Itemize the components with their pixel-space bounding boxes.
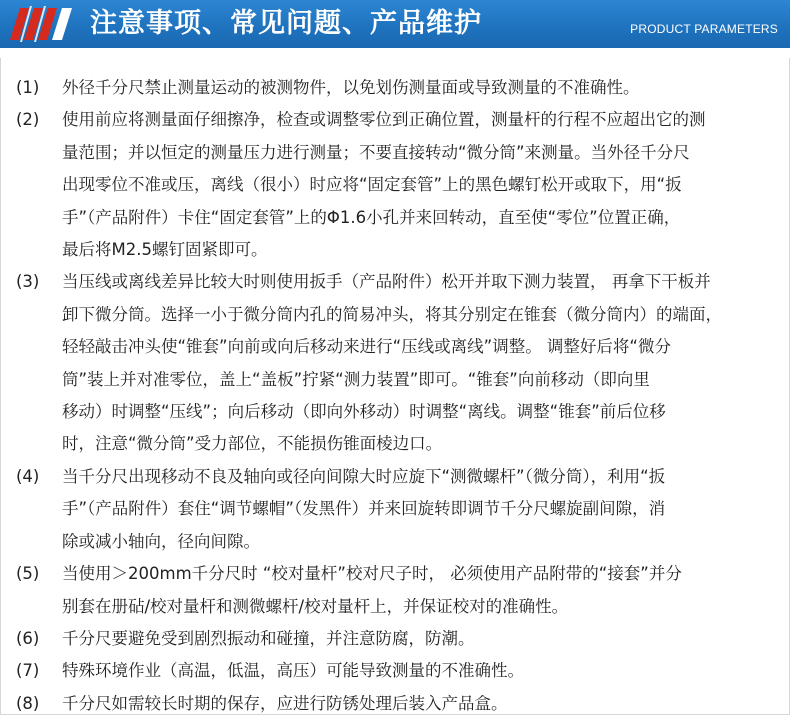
page-subtitle: PRODUCT PARAMETERS (630, 22, 778, 36)
note-item (16, 461, 778, 558)
note-line: 卸下微分筒。选择一小于微分筒内孔的简易冲头，将其分别定在锥套（微分筒内）的端面， (62, 304, 722, 324)
note-line: 外径千分尺禁止测量运动的被测物件，以免划伤测量面或导致测量的不准确性。 (62, 78, 640, 97)
note-line: 别套在册砧/校对量杆和测微螺杆/校对量杆上，并保证校对的准确性。 (62, 596, 569, 616)
note-line: 当千分尺出现移动不良及轴向或径向间隙大时应旋下“测微螺杆”（微分筒），利用“扳 (62, 466, 666, 486)
page-title: 注意事项、常见问题、产品维护 (90, 8, 482, 39)
note-item (16, 655, 778, 687)
note-line: 轻轻敲击冲头使“锥套”向前或向后移动来进行“压线或离线”调整。 调整好后将“微分 (62, 337, 671, 357)
note-line: 使用前应将测量面仔细擦净，检查或调整零位到正确位置，测量杆的行程不应超出它的测 (62, 110, 706, 130)
note-number: (4) (16, 466, 40, 486)
note-line: 千分尺要避免受到剧烈振动和碰撞，并注意防腐，防潮。 (62, 628, 475, 648)
note-line: 移动）时调整“压线”；向后移动（即向外移动）时调整“离线。调整“锥套”前后位移 (62, 402, 666, 422)
note-number: (3) (16, 272, 40, 292)
note-line: 当压线或离线差异比较大时则使用扳手（产品附件）松开并取下测力装置， 再拿下干板并 (62, 272, 711, 292)
note-text (62, 558, 778, 623)
note-text (62, 655, 778, 687)
note-line: 手”（产品附件）套住“调节螺帽”（发黑件）并来回旋转即调节千分尺螺旋副间隙，消 (62, 499, 666, 519)
note-item (16, 688, 778, 720)
note-text (62, 461, 778, 558)
note-line: 特殊环境作业（高温，低温，高压）可能导致测量的不准确性。 (62, 661, 524, 681)
note-item (16, 623, 778, 655)
note-text (62, 266, 778, 460)
note-line: 出现零位不准或压，离线（很小）时应将“固定套管”上的黑色螺钉松开或取下，用“扳 (62, 175, 682, 195)
note-text (62, 72, 778, 104)
note-line: 除或减小轴向，径向间隙。 (62, 531, 260, 551)
note-line: 最后将M2.5螺钉固紧即可。 (62, 240, 268, 260)
note-line: 手”（产品附件）卡住“固定套管”上的Φ1.6小孔并来回转动，直至使“零位”位置正确， (62, 207, 681, 227)
note-text (62, 104, 778, 266)
notes-list (16, 72, 778, 720)
note-number: (5) (16, 564, 40, 584)
note-line: 量范围；并以恒定的测量压力进行测量；不要直接转动“微分筒”来测量。当外径千分尺 (62, 142, 690, 162)
note-item (16, 72, 778, 104)
note-number: (1) (16, 78, 40, 97)
note-line: 时，注意“微分筒”受力部位，不能损伤锥面棱边口。 (62, 434, 443, 454)
note-item (16, 104, 778, 266)
note-number: (8) (16, 693, 40, 713)
note-line: 当使用＞200mm千分尺时 “校对量杆”校对尺子时， 必须使用产品附带的“接套”并分 (62, 564, 682, 584)
note-item (16, 266, 778, 460)
header-banner (0, 0, 790, 48)
note-number: (6) (16, 628, 40, 648)
red-slash-stripes-logo-icon (6, 4, 78, 44)
note-number: (2) (16, 110, 40, 130)
note-item (16, 558, 778, 623)
note-number: (7) (16, 661, 40, 681)
note-line: 千分尺如需较长时期的保存，应进行防锈处理后装入产品盒。 (62, 693, 508, 713)
notes-panel (0, 58, 790, 715)
note-text (62, 688, 778, 720)
note-line: 筒”装上并对准零位，盖上“盖板”拧紧“测力装置”即可。“锥套”向前移动（即向里 (62, 369, 650, 389)
note-text (62, 623, 778, 655)
